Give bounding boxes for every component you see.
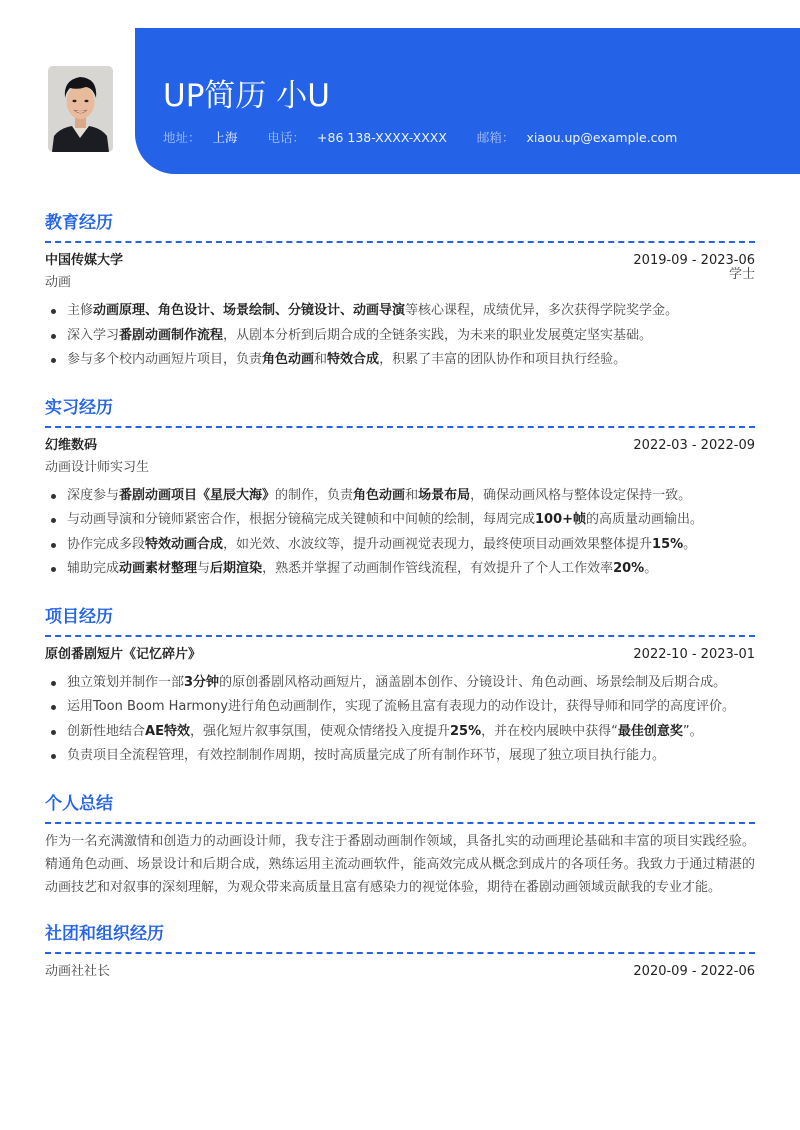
- section-title: 社团和组织经历: [45, 921, 755, 954]
- bullet-item: 运用Toon Boom Harmony进行角色动画制作，实现了流畅且富有表现力的动作设计，获得导师和同学的高度评价。: [45, 695, 755, 720]
- bullet-item: 协作完成多段特效动画合成，如光效、水波纹等，提升动画视觉表现力，最终使项目动画效果整体提升15%。: [45, 533, 755, 558]
- candidate-name: UP简历 小U: [163, 78, 330, 114]
- date-range: 2020-09 - 2022-06: [633, 963, 755, 979]
- summary-text: 作为一名充满激情和创造力的动画设计师，我专注于番剧动画制作领域，具备扎实的动画理论基础和丰富的项目实践经验。精通角色动画、场景设计和后期合成，熟练运用主流动画软件，能高效完成从概念到成片的各项任务。我致力于通过精湛的动画技艺和对叙事的深刻理解，为观众带来高质量且富有感染力的视觉体验，期待在番剧动画领域贡献我的专业才能。: [45, 833, 755, 895]
- contact-email: [477, 129, 677, 147]
- avatar-portrait-icon: [48, 66, 113, 152]
- contact-phone: [268, 129, 447, 147]
- bullet-list: [45, 484, 755, 582]
- phone-value: +86 138-XXXX-XXXX: [317, 130, 447, 145]
- section-title: 教育经历: [45, 210, 755, 243]
- entry-header: [45, 434, 755, 458]
- bullet-item: 辅助完成动画素材整理与后期渲染，熟悉并掌握了动画制作管线流程，有效提升了个人工作效率20%。: [45, 557, 755, 582]
- bullet-item: 独立策划并制作一部3分钟的原创番剧风格动画短片，涵盖剧本创作、分镜设计、角色动画、场景绘制及后期合成。: [45, 671, 755, 696]
- section-title: 项目经历: [45, 604, 755, 637]
- bullet-list: [45, 299, 755, 373]
- club-role: 动画社社长: [45, 963, 111, 979]
- email-label: 邮箱：: [476, 130, 515, 145]
- section-project: [45, 604, 755, 769]
- bullet-item: 主修动画原理、角色设计、场景绘制、分镜设计、动画导演等核心课程，成绩优异，多次获得学院奖学金。: [45, 299, 755, 324]
- contact-address: [163, 129, 238, 147]
- entry-header: [45, 249, 755, 273]
- date-range: 2022-10 - 2023-01: [633, 646, 755, 662]
- contact-info: [163, 129, 677, 147]
- section-clubs: [45, 921, 755, 984]
- date-range: 2022-03 - 2022-09: [633, 437, 755, 453]
- bullet-item: 创新性地结合AE特效，强化短片叙事氛围，使观众情绪投入度提升25%，并在校内展映中获得“最佳创意奖”。: [45, 720, 755, 745]
- bullet-item: 与动画导演和分镜师紧密合作，根据分镜稿完成关键帧和中间帧的绘制，每周完成100+帧的高质量动画输出。: [45, 508, 755, 533]
- bullet-list: [45, 671, 755, 769]
- entry-subheader: [45, 267, 755, 293]
- section-title: 实习经历: [45, 395, 755, 428]
- company-name: 幻维数码: [45, 437, 98, 453]
- phone-label: 电话：: [267, 130, 306, 145]
- major: 动画: [45, 275, 72, 290]
- profile-photo: [48, 66, 113, 152]
- bullet-item: 深入学习番剧动画制作流程，从剧本分析到后期合成的全链条实践，为未来的职业发展奠定坚实基础。: [45, 324, 755, 349]
- project-name: 原创番剧短片《记忆碎片》: [45, 646, 202, 662]
- address-value: 上海: [212, 130, 238, 145]
- degree: 学士: [728, 267, 755, 282]
- email-value: xiaou.up@example.com: [526, 130, 678, 145]
- date-range: 2019-09 - 2023-06: [633, 253, 755, 268]
- entry-header: [45, 960, 755, 984]
- bullet-item: 参与多个校内动画短片项目，负责角色动画和特效合成，积累了丰富的团队协作和项目执行经验。: [45, 348, 755, 373]
- resume-content: [45, 210, 755, 1006]
- entry-header: [45, 643, 755, 667]
- section-title: 个人总结: [45, 791, 755, 824]
- school-name: 中国传媒大学: [45, 253, 124, 268]
- job-role: 动画设计师实习生: [45, 459, 150, 475]
- bullet-item: 负责项目全流程管理，有效控制制作周期，按时高质量完成了所有制作环节，展现了独立项目执行能力。: [45, 744, 755, 769]
- section-summary: [45, 791, 755, 899]
- entry-subheader: [45, 458, 755, 478]
- section-internship: [45, 395, 755, 582]
- section-education: [45, 210, 755, 373]
- header-banner: [135, 28, 800, 174]
- bullet-item: 深度参与番剧动画项目《星辰大海》的制作，负责角色动画和场景布局，确保动画风格与整体设定保持一致。: [45, 484, 755, 509]
- address-label: 地址：: [163, 130, 201, 145]
